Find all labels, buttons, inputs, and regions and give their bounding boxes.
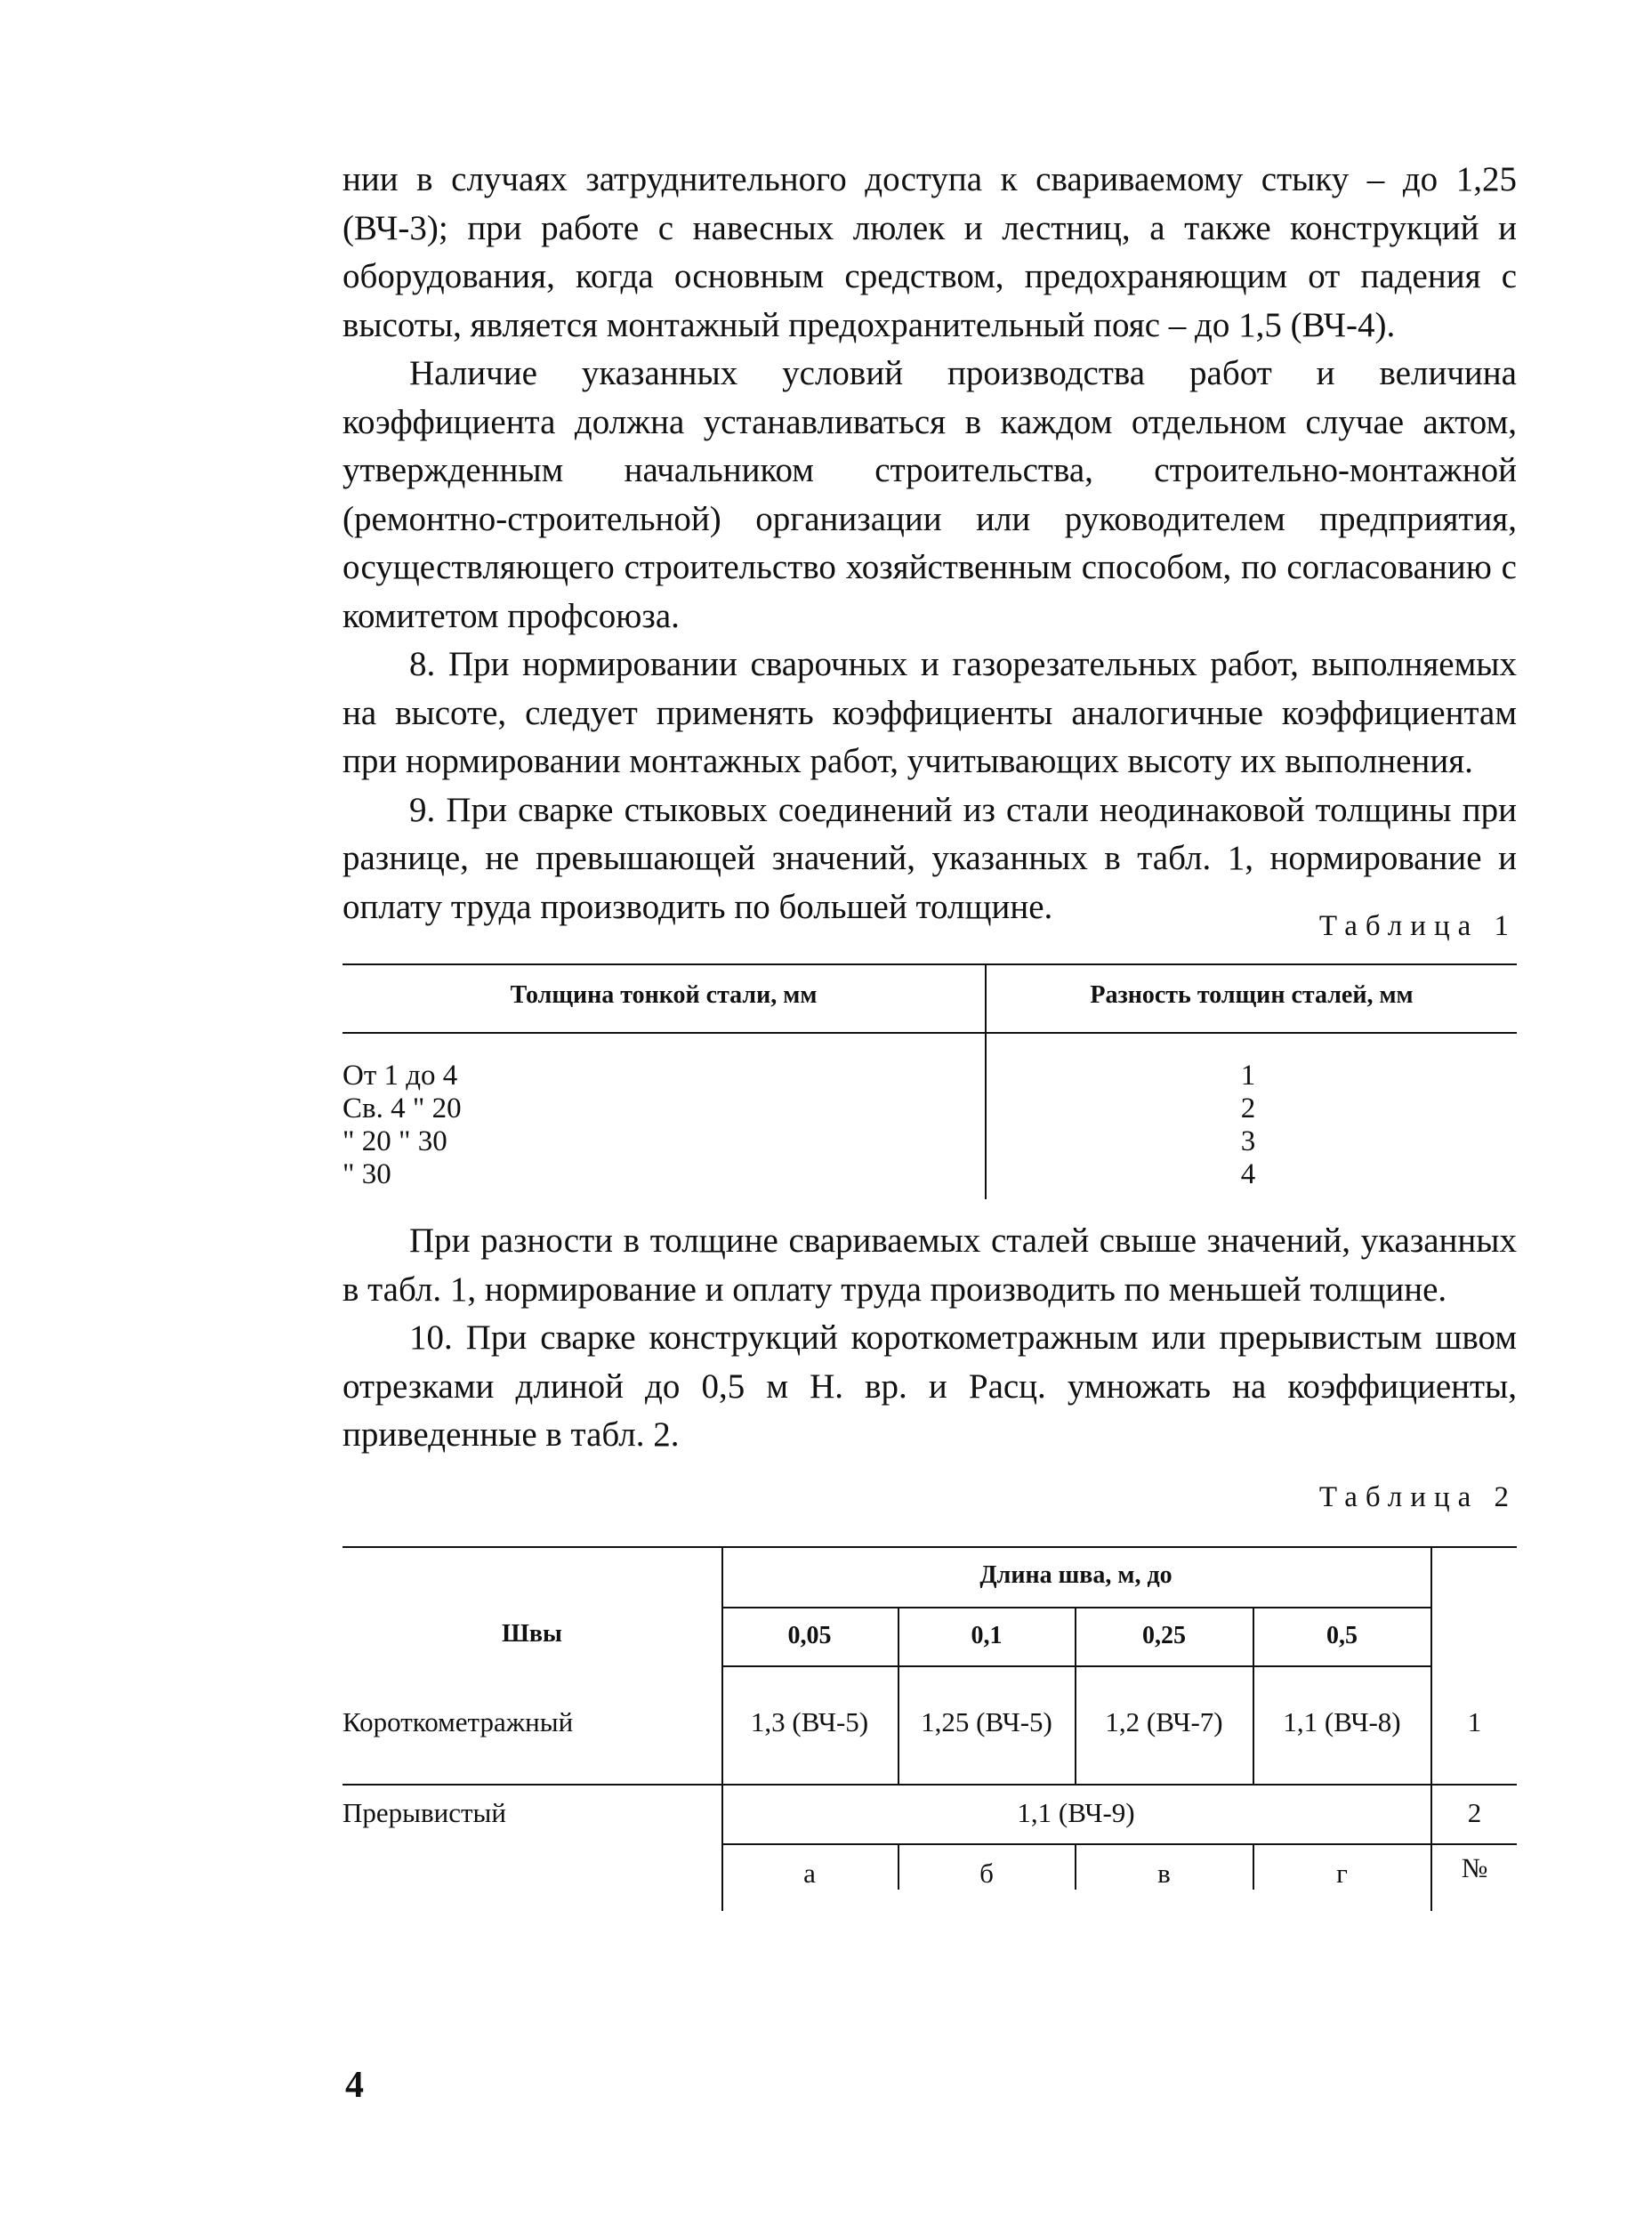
page-number: 4: [345, 2065, 364, 2106]
table2-length-header: 0,05: [787, 1622, 832, 1649]
table1-header-thickness: Толщина тонкой стали, мм: [510, 981, 818, 1009]
table2-row-number: 2: [1467, 1797, 1482, 1828]
table2-length-header: 0,1: [971, 1622, 1003, 1649]
table1-cell-thickness: " 20 " 30: [342, 1125, 447, 1157]
paragraph: 10. При сварке конструкций короткометражным или прерывистым швом отрезками длиной до 0,5 м Н. вр. и Расц. умножать на коэффициенты, приведенные в табл. 2.: [342, 1318, 1517, 1454]
table2-column-letter: а: [803, 1858, 816, 1889]
paragraph: 8. При нормировании сварочных и газорезательных работ, выполняемых на высоте, следует применять коэффициенты аналогичные коэффициентам при нормировании монтажных работ, учитывающих высоту их выполнения.: [342, 645, 1517, 780]
table2-length-header: 0,25: [1142, 1622, 1186, 1649]
table2-column-letter: б: [979, 1858, 994, 1889]
table2-row-label: Короткометражный: [342, 1706, 574, 1737]
paragraph: Наличие указанных условий производства работ и величина коэффициента должна устанавливаться в каждом отдельном случае актом, утвержденным начальником строительства, строительно-монтажной (ремонтно-строительной) организации или руководителем предприятия, осуществляющего строительство хозяйственным способом, по согласованию с комитетом профсоюза.: [342, 354, 1517, 635]
table2-row-rule: [342, 1784, 1517, 1786]
table2-row-header: Швы: [502, 1620, 562, 1648]
body-text-middle: [342, 1217, 1517, 1460]
table1-caption: Таблица 1: [1318, 910, 1517, 942]
table1-header-rule: [342, 1032, 1517, 1034]
table2-cell: 1,25 (ВЧ-5): [921, 1706, 1052, 1737]
table2-group-header: Длина шва, м, до: [979, 1561, 1173, 1589]
table1-cell-difference: 3: [1240, 1125, 1256, 1157]
table1-cell-difference: 1: [1240, 1060, 1256, 1092]
table2-top-rule: [342, 1546, 1517, 1548]
table1-cell-difference: 2: [1240, 1092, 1256, 1125]
table2-cell: 1,2 (ВЧ-7): [1105, 1706, 1223, 1737]
table1-header-difference: Разность толщин сталей, мм: [1090, 981, 1414, 1009]
table2-cell: 1,1 (ВЧ-8): [1283, 1706, 1401, 1737]
table2-column-letter: в: [1157, 1858, 1171, 1889]
paragraph: При разности в толщине свариваемых сталей свыше значений, указанных в табл. 1, нормирование и оплату труда производить по меньшей толщине.: [342, 1221, 1517, 1309]
paragraph: 9. При сварке стыковых соединений из стали неодинаковой толщины при разнице, не превышающей значений, указанных в табл. 1, нормирование и оплату труда производить по большей толщине.: [342, 790, 1517, 926]
table2-cell: 1,1 (ВЧ-9): [1017, 1797, 1135, 1828]
table1-cell-thickness: Св. 4 " 20: [342, 1092, 462, 1125]
table2-row-label: Прерывистый: [342, 1797, 506, 1828]
table2-row-number: 1: [1467, 1706, 1482, 1737]
table2-column-letter: г: [1336, 1858, 1348, 1889]
table1-cell-thickness: От 1 до 4: [342, 1060, 458, 1092]
body-text-top: [342, 156, 1517, 931]
table2-number-header: №: [1461, 1852, 1488, 1883]
table2-cell: 1,3 (ВЧ-5): [750, 1706, 869, 1737]
table1-cell-difference: 4: [1240, 1158, 1256, 1190]
table2-caption: Таблица 2: [1318, 1481, 1517, 1513]
table1-top-rule: [342, 963, 1517, 965]
table2-bottom-rule: [721, 1843, 1517, 1845]
paragraph: нии в случаях затруднительного доступа к свариваемому стыку – до 1,25 (ВЧ-3); при работе с навесных люлек и лестниц, а также конструкций и оборудования, когда основным средством, предохраняющим от падения с высоты, является монтажный предохранительный пояс – до 1,5 (ВЧ-4).: [342, 160, 1517, 344]
table1-cell-thickness: " 30: [342, 1158, 391, 1190]
table2-length-header: 0,5: [1326, 1622, 1358, 1649]
